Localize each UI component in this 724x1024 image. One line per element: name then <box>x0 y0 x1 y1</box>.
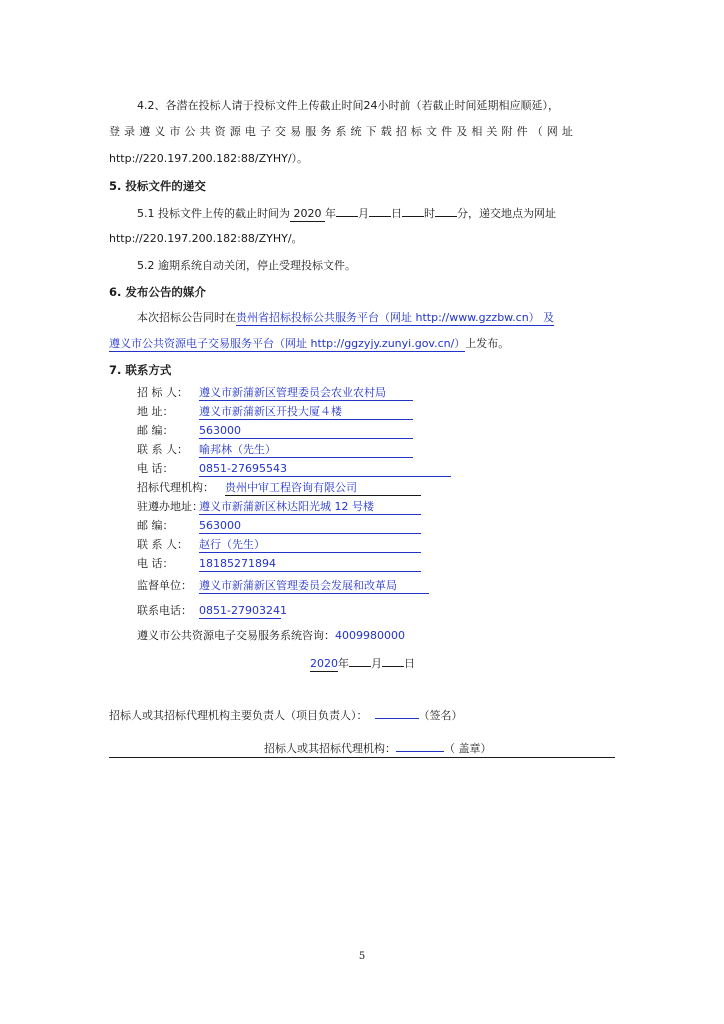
hour-unit: 时 <box>424 207 435 220</box>
para-4-2-line3: http://220.197.200.182:88/ZYHY/）。 <box>109 152 309 165</box>
consult-value: 4009980000 <box>335 629 405 642</box>
para-4-2-line1: 4.2、各潜在投标人请于投标文件上传截止时间24小时前（若截止时间延期相应顺延）， <box>137 99 559 112</box>
contact-label: 联系电话： <box>137 604 192 617</box>
date-month-unit: 月 <box>371 657 382 670</box>
signature-line-2 <box>264 739 492 757</box>
contact-value: 赵行（先生） <box>199 538 421 553</box>
contact-value: 0851-27903241 <box>199 604 287 617</box>
contact-row-office-address <box>137 499 421 515</box>
section-5-heading: 5. 投标文件的递交 <box>109 179 206 193</box>
contact-label: 招标代理机构： <box>137 481 214 494</box>
contact-value: 18185271894 <box>199 557 421 572</box>
para-5-1-prefix: 5.1 投标文件上传的截止时间为 <box>137 207 290 220</box>
contact-value: 遵义市新蒲新区管理委员会发展和改革局 <box>199 579 429 594</box>
contact-label: 联 系 人： <box>137 443 188 456</box>
contact-row-phone <box>137 461 451 477</box>
minute-unit: 分，递交地点为网址 <box>457 207 556 220</box>
contact-label: 监督单位： <box>137 579 192 592</box>
notice-date <box>310 654 415 672</box>
para-4-2-line2: 登 录 遵 义 市 公 共 资 源 电 子 交 易 服 务 系 统 下 载 招 标 文 件 及 相 关 附 件 （ 网 址 <box>109 125 574 138</box>
date-year: 2020 <box>310 657 338 670</box>
signature-1-suffix: （签名） <box>418 709 463 722</box>
deadline-day-blank <box>369 204 391 217</box>
contact-label: 邮 编： <box>137 424 174 437</box>
gzzbw-link[interactable]: 贵州省招标投标公共服务平台（网址 http://www.gzzbw.cn） 及 <box>236 311 555 324</box>
signature-2-prefix: 招标人或其招标代理机构： <box>264 742 396 755</box>
contact-value: 563000 <box>199 424 413 439</box>
contact-value: 遵义市新蒲新区管理委员会农业农村局 <box>199 386 413 401</box>
contact-row-supervisor <box>137 578 429 594</box>
signature-blank <box>375 706 419 719</box>
day-unit: 日 <box>391 207 402 220</box>
contact-label: 电 话： <box>137 462 174 475</box>
consult-label: 遵义市公共资源电子交易服务系统咨询： <box>137 629 335 642</box>
section-7-heading: 7. 联系方式 <box>109 363 172 377</box>
contact-value: 0851-27695543 <box>199 462 451 477</box>
para-5-1-line2: http://220.197.200.182:88/ZYHY/。 <box>109 232 303 245</box>
contact-label: 地 址： <box>137 405 174 418</box>
ggzyjy-link[interactable]: 遵义市公共资源电子交易服务平台（网址 http://ggzyjy.zunyi.gov.cn/） <box>109 337 466 350</box>
contact-label: 联 系 人： <box>137 538 188 551</box>
date-day-unit: 日 <box>404 657 415 670</box>
contact-value: 遵义市新蒲新区开投大厦４楼 <box>199 405 413 420</box>
section-6-heading: 6. 发布公告的媒介 <box>109 285 206 299</box>
contact-row-contact <box>137 442 413 458</box>
contact-value: 遵义市新蒲新区林达阳光城 12 号楼 <box>199 500 421 515</box>
date-day-blank <box>382 654 404 667</box>
consult-row <box>137 628 405 644</box>
contact-row-address <box>137 404 413 420</box>
signature-line-1 <box>109 706 463 724</box>
para-5-1-line1 <box>137 204 556 222</box>
contact-row-supervisor-phone <box>137 603 287 619</box>
horizontal-rule <box>109 757 615 758</box>
seal-blank <box>396 739 444 752</box>
deadline-month-blank <box>336 204 358 217</box>
contact-label: 电 话： <box>137 557 174 570</box>
contact-label: 邮 编： <box>137 519 174 532</box>
para-6-suffix: 上发布。 <box>465 337 510 350</box>
contact-row-postcode <box>137 423 413 439</box>
deadline-minute-blank <box>435 204 457 217</box>
para-6-line2 <box>109 336 509 352</box>
contact-label: 招 标 人： <box>137 386 188 399</box>
year-unit: 年 <box>325 207 336 220</box>
contact-row-agency <box>137 480 421 496</box>
deadline-hour-blank <box>402 204 424 217</box>
contact-row-tenderer <box>137 385 413 401</box>
para-5-2: 5.2 逾期系统自动关闭，停止受理投标文件。 <box>137 259 356 272</box>
signature-1-prefix: 招标人或其招标代理机构主要负责人（项目负责人）： <box>109 709 368 722</box>
date-year-unit: 年 <box>338 657 349 670</box>
page-number: 5 <box>358 951 366 962</box>
contact-value: 喻邦林（先生） <box>199 443 413 458</box>
para-6-line1 <box>137 310 554 326</box>
contact-value: 贵州中审工程咨询有限公司 <box>225 481 421 496</box>
date-month-blank <box>349 654 371 667</box>
contact-label: 驻遵办地址： <box>137 500 203 513</box>
deadline-year: 2020 <box>290 207 325 222</box>
contact-row-phone-2 <box>137 556 421 572</box>
para-6-prefix: 本次招标公告同时在 <box>137 311 236 324</box>
signature-2-suffix: （ 盖章） <box>444 742 492 755</box>
contact-value: 563000 <box>199 519 421 534</box>
month-unit: 月 <box>358 207 369 220</box>
contact-row-contact-2 <box>137 537 421 553</box>
contact-row-postcode-2 <box>137 518 421 534</box>
